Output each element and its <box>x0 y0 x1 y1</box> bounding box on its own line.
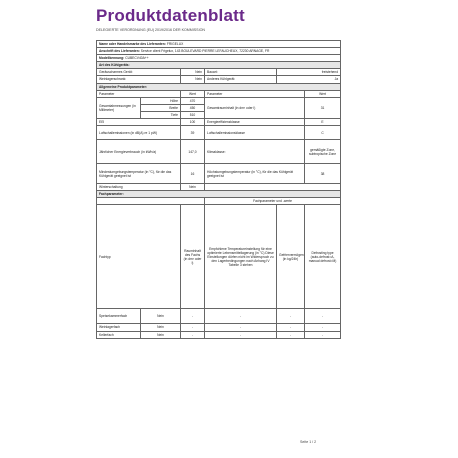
compartment-present: Nein <box>141 331 181 338</box>
compartment-volume-header: Rauminhalt des Fachs (in dm³ oder l) <box>181 205 205 309</box>
climate-value: gemäßigte Zone, subtropische Zone <box>305 140 341 164</box>
model-row <box>97 55 341 62</box>
type-heading: Art des Kühlgeräts: <box>97 62 341 69</box>
eei-value: 100 <box>181 119 205 126</box>
noise-label: Luftschallemissionen (in dB(A) re 1 pW) <box>97 126 181 140</box>
energy-class-label: Energieeffizienzklasse <box>205 119 305 126</box>
compartment-temp: - <box>205 331 277 338</box>
compartment-name: Speisekammerfach <box>97 309 141 324</box>
dimensions-label: Gesamtabmessungen (in Millimeter) <box>97 97 141 118</box>
eei-row <box>97 119 341 126</box>
value-header: Wert <box>181 90 205 97</box>
noise-row <box>97 126 341 140</box>
value-header-2: Wert <box>305 90 341 97</box>
min-temp-label: Mindestumgebungstemperatur (in °C), für die das Kühlgerät geeignet ist <box>97 164 181 184</box>
supplier-name-value: FRIGELUX <box>166 42 184 46</box>
type-label: Geräuscharmes Gerät: <box>97 69 181 76</box>
winter-row <box>97 184 341 191</box>
compartment-temp-header: Empfohlene Temperatureinstellung für eine optimierte Lebensmittellagerung (in °C) Diese Einstellungen dürfen nicht im Widerspruch zu den Lagerbedingungen nach Anhang IV Tabelle 3 stehen <box>205 205 277 309</box>
type-value-2: Ja <box>277 76 341 83</box>
general-heading: Allgemeine Produktparameter: <box>97 83 341 90</box>
noise-class-value: C <box>305 126 341 140</box>
supplier-name-label: Name oder Handelsmarke des Lieferanten: <box>99 42 166 46</box>
compartment-freeze: - <box>277 309 305 324</box>
compartment-header-row <box>97 205 341 309</box>
param-header-2: Parameter <box>205 90 305 97</box>
dimension-row <box>97 97 341 104</box>
compartment-defrost: - <box>305 331 341 338</box>
compartment-volume: - <box>181 331 205 338</box>
energy-value: 147,0 <box>181 140 205 164</box>
compartment-temp: - <box>205 309 277 324</box>
dimension-name: Breite <box>141 104 181 111</box>
compartment-volume: - <box>181 324 205 331</box>
type-label-2: Bauart: <box>205 69 277 76</box>
model-value: CUBECV40A++ <box>125 56 149 61</box>
type-row <box>97 76 341 83</box>
max-temp-value: 38 <box>305 164 341 184</box>
compartment-row <box>97 324 341 331</box>
compartment-heading-row <box>97 191 341 198</box>
compartment-freeze-header: Gefriervermögen (in kg/24h) <box>277 205 305 309</box>
param-header: Parameter <box>97 90 181 97</box>
energy-label: Jährlicher Energieverbrauch (in kWh/a) <box>97 140 181 164</box>
compartment-freeze: - <box>277 324 305 331</box>
general-header-row <box>97 90 341 97</box>
eei-label: EEI <box>97 119 181 126</box>
type-row <box>97 69 341 76</box>
compartment-temp: - <box>205 324 277 331</box>
temperature-row <box>97 164 341 184</box>
type-label-2: Anderes Kühlgerät: <box>205 76 277 83</box>
type-value: Nein <box>181 69 205 76</box>
volume-label: Gesamtrauminhalt (in dm³ oder l) <box>205 97 305 118</box>
page-title: Produktdatenblatt <box>96 6 245 25</box>
energy-class-value: E <box>305 119 341 126</box>
supplier-address-row <box>97 48 341 55</box>
page-number: Seite 1 / 2 <box>300 440 317 444</box>
general-heading-row <box>97 83 341 90</box>
compartment-heading: Fachparameter: <box>97 191 341 198</box>
min-temp-value: 16 <box>181 164 205 184</box>
supplier-address-value: Service client Frigelux, 143 BOULEVARD PIERRE LEFAUCHEUX, 72230 ARNAGE, FR <box>140 49 270 54</box>
compartment-group-header: Fachparameter und -werte <box>205 198 341 205</box>
compartment-row <box>97 309 341 324</box>
winter-label: Winterschaltung <box>97 184 181 191</box>
datasheet-table <box>96 40 341 339</box>
type-label: Weinlagerschrank: <box>97 76 181 83</box>
type-value-2: freistehend <box>277 69 341 76</box>
energy-row <box>97 140 341 164</box>
supplier-name-row <box>97 41 341 48</box>
dimension-value: 510 <box>181 111 205 118</box>
volume-value: 31 <box>305 97 341 118</box>
compartment-group-row <box>97 198 341 205</box>
compartment-present: Nein <box>141 309 181 324</box>
climate-label: Klimaklasse: <box>205 140 305 164</box>
compartment-row <box>97 331 341 338</box>
model-label: Modellkennung: <box>99 56 125 61</box>
dimension-name: Tiefe <box>141 111 181 118</box>
compartment-type-header: Fachtyp <box>97 205 181 309</box>
type-value: Nein <box>181 76 205 83</box>
datasheet <box>96 40 340 339</box>
compartment-defrost: - <box>305 309 341 324</box>
dimension-name: Höhe <box>141 97 181 104</box>
compartment-volume: - <box>181 309 205 324</box>
supplier-address-label: Anschrift des Lieferanten: <box>99 49 140 54</box>
regulation-subtitle: DELEGIERTE VERORDNUNG (EU) 2019/2016 DER KOMMISSION <box>96 28 205 32</box>
dimension-value: 450 <box>181 104 205 111</box>
compartment-name: Kellerfach <box>97 331 141 338</box>
compartment-defrost-header: Defrosting type (auto-defrost=A, manual defrost=M) <box>305 205 341 309</box>
noise-value: 39 <box>181 126 205 140</box>
noise-class-label: Luftschallemissionsklasse <box>205 126 305 140</box>
compartment-freeze: - <box>277 331 305 338</box>
dimension-value: 470 <box>181 97 205 104</box>
compartment-present: Nein <box>141 324 181 331</box>
max-temp-label: Höchstumgebungstemperatur (in °C), für die das Kühlgerät geeignet ist <box>205 164 305 184</box>
type-heading-row <box>97 62 341 69</box>
compartment-name: Weinlagerfach <box>97 324 141 331</box>
compartment-defrost: - <box>305 324 341 331</box>
winter-value: Nein <box>181 184 205 191</box>
